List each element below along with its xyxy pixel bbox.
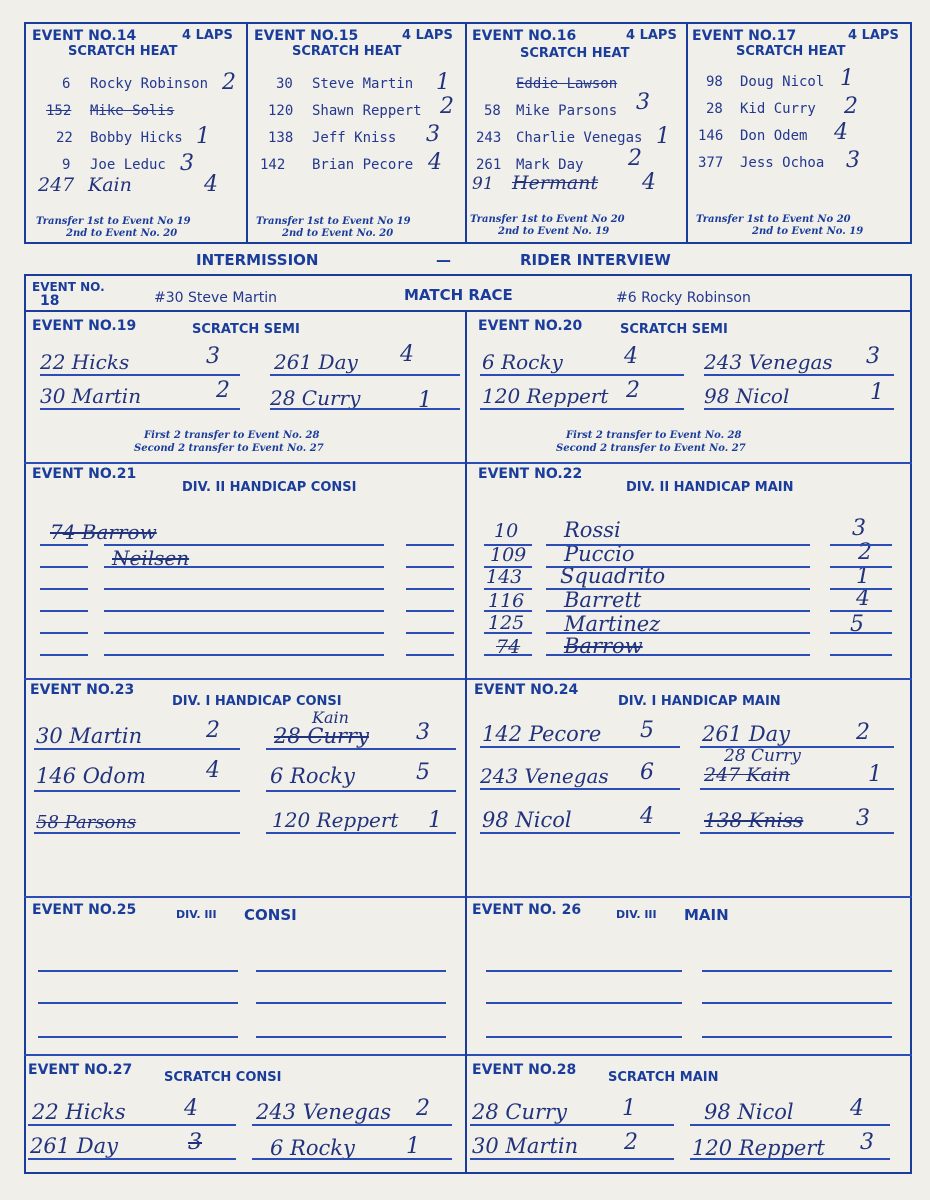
rider-num: 138: [268, 130, 294, 146]
event-17-type: SCRATCH HEAT: [736, 44, 846, 59]
transfer-note: Second 2 transfer to Event No. 27: [134, 443, 324, 454]
rider-name: Shawn Reppert: [312, 103, 422, 119]
rider-pos: 1: [840, 66, 854, 91]
entry-line: [486, 1036, 682, 1038]
entry-pos: 3: [856, 806, 870, 831]
entry-pos: 6: [640, 760, 654, 785]
transfer-note: 2nd to Event No. 20: [66, 228, 178, 239]
rider-pos: 3: [426, 122, 440, 147]
entry-line: [256, 1002, 446, 1004]
entry-line: [266, 832, 456, 834]
rider-name: Mike Parsons: [516, 103, 618, 119]
entry-line: [40, 544, 88, 546]
entry: 146 Odom: [36, 764, 146, 788]
entry-line: [704, 374, 894, 376]
event-25-type: CONSI: [244, 906, 297, 924]
entry: 243 Venegas: [256, 1100, 392, 1124]
entry-line: [406, 566, 454, 568]
event-22-type: DIV. II HANDICAP MAIN: [626, 480, 794, 495]
rider-name: Rocky Robinson: [90, 76, 209, 92]
event-21-type: DIV. II HANDICAP CONSI: [182, 480, 357, 495]
event-15-laps: 4 LAPS: [402, 28, 453, 43]
rider-name: Mike Solis: [90, 103, 175, 119]
entry: 247 Kain: [704, 764, 791, 786]
rider-num: 9: [62, 157, 71, 173]
divider: [686, 22, 688, 244]
entry-line: [104, 588, 384, 590]
rider-name: Doug Nicol: [740, 74, 825, 90]
entry-line: [704, 408, 894, 410]
rider-name: Bobby Hicks: [90, 130, 183, 146]
rider-name: Charlie Venegas: [516, 130, 643, 146]
entry-line: [484, 588, 532, 590]
event-16-laps: 4 LAPS: [626, 28, 677, 43]
entry: 261 Day: [274, 350, 358, 374]
entry-pos: 4: [850, 1096, 864, 1121]
entry-line: [546, 654, 810, 656]
entry-line: [40, 610, 88, 612]
entry-line: [266, 748, 456, 750]
event-17-laps: 4 LAPS: [848, 28, 899, 43]
entry-line: [104, 566, 384, 568]
event-20-label: EVENT NO.20: [478, 318, 583, 334]
entry: 22 Hicks: [32, 1100, 126, 1124]
entry-line: [256, 1036, 446, 1038]
rider-num: 243: [476, 130, 502, 146]
section-divider: [24, 896, 912, 898]
event-24-type: DIV. I HANDICAP MAIN: [618, 694, 781, 709]
rider-name: Don Odem: [740, 128, 808, 144]
entry-line: [484, 566, 532, 568]
entry-line: [480, 788, 680, 790]
intermission-label: INTERMISSION: [196, 251, 319, 269]
rider-num: 28: [706, 101, 723, 117]
entry-line: [702, 1002, 892, 1004]
rider-num: 261: [476, 157, 502, 173]
entry-line: [700, 788, 894, 790]
dash: —: [436, 251, 451, 269]
transfer-note: Transfer 1st to Event No 20: [470, 214, 625, 225]
entry-line: [470, 1158, 674, 1160]
entry-num: 74: [496, 636, 521, 658]
entry-line: [28, 1124, 236, 1126]
rider-pos: 2: [628, 146, 642, 171]
entry-line: [830, 544, 892, 546]
entry: 6 Rocky: [482, 350, 563, 374]
rider-name: Kid Curry: [740, 101, 816, 117]
entry-line: [34, 832, 240, 834]
entry-pos: 1: [856, 564, 870, 589]
transfer-note: Transfer 1st to Event No 19: [36, 216, 191, 227]
rider-name: Joe Leduc: [90, 157, 166, 173]
entry-line: [546, 588, 810, 590]
entry-pos: 3: [416, 720, 430, 745]
event-26-type: MAIN: [684, 906, 729, 924]
entry-line: [546, 544, 810, 546]
entry-line: [690, 1124, 890, 1126]
rider-pos: 4: [834, 120, 848, 145]
transfer-note: 2nd to Event No. 19: [752, 226, 864, 237]
entry-pos: 4: [856, 586, 870, 611]
entry-line: [702, 1036, 892, 1038]
rider-pos: 4: [204, 172, 218, 197]
rider-name: Eddie Lawson: [516, 76, 618, 92]
entry-name: Rossi: [564, 518, 621, 542]
rider-pos: 3: [846, 148, 860, 173]
transfer-note: Transfer 1st to Event No 19: [256, 216, 411, 227]
entry-line: [830, 566, 892, 568]
transfer-note: First 2 transfer to Event No. 28: [566, 430, 742, 441]
entry-line: [480, 408, 684, 410]
entry: 261 Day: [702, 722, 790, 746]
entry-num: 109: [490, 544, 527, 566]
entry: 30 Martin: [40, 384, 142, 408]
entry-line: [40, 566, 88, 568]
event-23-type: DIV. I HANDICAP CONSI: [172, 694, 342, 709]
entry-pos: 1: [418, 388, 432, 413]
rider-num: 6: [62, 76, 71, 92]
rider-pos: 2: [844, 94, 858, 119]
event-15-type: SCRATCH HEAT: [292, 44, 402, 59]
event-25-div: DIV. III: [176, 908, 217, 921]
entry-line: [40, 588, 88, 590]
entry: 74 Barrow: [50, 520, 157, 544]
event-22-label: EVENT NO.22: [478, 466, 583, 482]
entry-name: Puccio: [564, 542, 635, 566]
entry: Neilsen: [112, 546, 190, 570]
event-24-label: EVENT NO.24: [474, 682, 579, 698]
center-divider: [465, 312, 467, 1174]
entry-pos: 2: [416, 1096, 430, 1121]
entry-pos: 1: [622, 1096, 636, 1121]
rider-pos: 1: [196, 124, 210, 149]
entry-line: [40, 374, 240, 376]
entry-line: [38, 1036, 238, 1038]
entry-line: [830, 632, 892, 634]
entry: 98 Nicol: [704, 384, 790, 408]
entry: 30 Martin: [472, 1134, 579, 1158]
entry-line: [104, 654, 384, 656]
entry-pos: 3: [860, 1130, 874, 1155]
entry: 28 Curry: [270, 386, 361, 410]
entry: 142 Pecore: [482, 722, 602, 746]
entry-pos: 4: [206, 758, 220, 783]
rider-num: 30: [276, 76, 293, 92]
entry: 28 Curry: [472, 1100, 567, 1124]
entry-line: [40, 408, 240, 410]
event-25-label: EVENT NO.25: [32, 902, 137, 918]
entry-pos: 3: [852, 516, 866, 541]
rider-num: 152: [46, 103, 72, 119]
entry-line: [270, 374, 460, 376]
curry-note: 28 Curry: [724, 746, 801, 766]
entry-line: [256, 970, 446, 972]
entry-pos: 1: [428, 808, 442, 833]
rider-name-handwritten: Kain: [88, 174, 132, 196]
entry-line: [480, 832, 680, 834]
match-race-title: MATCH RACE: [404, 286, 513, 304]
entry: 98 Nicol: [704, 1100, 794, 1124]
rider-name: Jeff Kniss: [312, 130, 397, 146]
rider-num: 98: [706, 74, 723, 90]
entry-pos: 2: [856, 720, 870, 745]
entry-line: [546, 566, 810, 568]
transfer-note: 2nd to Event No. 19: [498, 226, 610, 237]
rider-num: 146: [698, 128, 724, 144]
entry-line: [406, 654, 454, 656]
entry-line: [830, 588, 892, 590]
entry-line: [546, 610, 810, 612]
event-16-type: SCRATCH HEAT: [520, 46, 630, 61]
entry-pos: 5: [416, 760, 430, 785]
event-26-label: EVENT NO. 26: [472, 902, 582, 918]
entry-pos: 5: [640, 718, 654, 743]
entry-line: [266, 790, 456, 792]
event-20-type: SCRATCH SEMI: [620, 322, 728, 337]
entry-line: [252, 1124, 452, 1126]
entry-line: [480, 374, 684, 376]
entry-line: [470, 1124, 674, 1126]
entry-line: [830, 610, 892, 612]
entry-line: [104, 610, 384, 612]
event-19-type: SCRATCH SEMI: [192, 322, 300, 337]
entry: 243 Venegas: [704, 350, 833, 374]
entry: 28 Curry: [274, 724, 369, 748]
transfer-note: 2nd to Event No. 20: [282, 228, 394, 239]
entry-num: 143: [486, 566, 523, 588]
entry-line: [702, 970, 892, 972]
rider-num: 58: [484, 103, 501, 119]
transfer-note: First 2 transfer to Event No. 28: [144, 430, 320, 441]
entry-name: Martinez: [564, 612, 661, 636]
entry-line: [480, 746, 680, 748]
entry: 30 Martin: [36, 724, 143, 748]
rider-num: 120: [268, 103, 294, 119]
rider-pos: 1: [656, 124, 670, 149]
event-16-label: EVENT NO.16: [472, 28, 577, 44]
rider-pos: 3: [180, 151, 194, 176]
rider-pos: 1: [436, 70, 450, 95]
entry: 120 Reppert: [272, 808, 399, 832]
entry-line: [486, 970, 682, 972]
event-14-label: EVENT NO.14: [32, 28, 137, 44]
event-18-label: EVENT NO.: [32, 280, 105, 294]
entry-name: Barrow: [564, 634, 643, 658]
rider-name: Jess Ochoa: [740, 155, 825, 171]
entry-line: [406, 632, 454, 634]
entry-line: [28, 1158, 236, 1160]
entry-line: [38, 970, 238, 972]
entry-line: [690, 1158, 890, 1160]
entry-line: [406, 544, 454, 546]
entry-line: [252, 1158, 452, 1160]
entry: 58 Parsons: [36, 812, 137, 833]
entry: 6 Rocky: [270, 764, 355, 788]
entry-pos: 1: [868, 762, 882, 787]
transfer-note: Transfer 1st to Event No 20: [696, 214, 851, 225]
entry-pos: 1: [406, 1134, 420, 1159]
entry-pos: 4: [624, 344, 638, 369]
rider-name: Brian Pecore: [312, 157, 414, 173]
entry-line: [484, 632, 532, 634]
entry-line: [270, 408, 460, 410]
entry-num: 116: [488, 590, 525, 612]
rider-num: 22: [56, 130, 73, 146]
rider-num-handwritten: 247: [38, 174, 75, 196]
event-14-type: SCRATCH HEAT: [68, 44, 178, 59]
entry-pos: 2: [216, 378, 230, 403]
entry-name: Squadrito: [560, 564, 666, 588]
entry-pos: 1: [870, 380, 884, 405]
rider-name: Mark Day: [516, 157, 584, 173]
rider-num: 142: [260, 157, 286, 173]
event-19-label: EVENT NO.19: [32, 318, 137, 334]
rider-interview-label: RIDER INTERVIEW: [520, 251, 671, 269]
entry-line: [486, 1002, 682, 1004]
entry-pos: 5: [850, 612, 864, 637]
divider: [465, 22, 467, 244]
rider-name: Steve Martin: [312, 76, 414, 92]
entry: 120 Reppert: [482, 384, 609, 408]
entry-name: Barrett: [564, 588, 642, 612]
entry-pos: 3: [866, 344, 880, 369]
match-left-rider: #30 Steve Martin: [154, 290, 277, 306]
entry-pos: 3: [206, 344, 220, 369]
entry: 261 Day: [30, 1134, 118, 1158]
entry-pos: 2: [206, 718, 220, 743]
entry-line: [34, 790, 240, 792]
entry-pos: 4: [400, 342, 414, 367]
entry-line: [484, 654, 532, 656]
entry-pos: 4: [184, 1096, 198, 1121]
entry-line: [484, 544, 532, 546]
section-divider: [24, 1054, 912, 1056]
rider-name-handwritten: Hermant: [512, 172, 599, 194]
entry-line: [38, 1002, 238, 1004]
entry-line: [104, 544, 384, 546]
entry-num: 125: [488, 612, 525, 634]
entry-line: [830, 654, 892, 656]
rider-num-handwritten: 91: [472, 174, 494, 194]
event-21-label: EVENT NO.21: [32, 466, 137, 482]
event-14-laps: 4 LAPS: [182, 28, 233, 43]
entry-line: [700, 832, 894, 834]
entry-pos: 2: [626, 378, 640, 403]
entry-line: [34, 748, 240, 750]
rider-pos: 2: [440, 94, 454, 119]
entry-line: [406, 610, 454, 612]
match-right-rider: #6 Rocky Robinson: [616, 290, 751, 306]
entry: 138 Kniss: [704, 808, 804, 832]
entry-pos: 2: [624, 1130, 638, 1155]
entry-line: [484, 610, 532, 612]
rider-pos: 4: [428, 150, 442, 175]
event-23-label: EVENT NO.23: [30, 682, 135, 698]
event-15-label: EVENT NO.15: [254, 28, 359, 44]
entry-pos: 3: [188, 1130, 202, 1155]
entry-pos: 2: [858, 540, 872, 565]
entry: 120 Reppert: [692, 1136, 825, 1160]
kain-note: Kain: [312, 708, 349, 727]
entry-line: [40, 654, 88, 656]
rider-pos: 2: [222, 70, 236, 95]
rider-num: 377: [698, 155, 724, 171]
event-27-label: EVENT NO.27: [28, 1062, 133, 1078]
section-divider: [24, 462, 912, 464]
event-28-type: SCRATCH MAIN: [608, 1070, 719, 1085]
event-18-number: 18: [40, 293, 60, 309]
entry: 243 Venegas: [480, 764, 609, 788]
transfer-note: Second 2 transfer to Event No. 27: [556, 443, 746, 454]
entry-line: [546, 632, 810, 634]
rider-pos: 4: [642, 170, 656, 195]
event-26-div: DIV. III: [616, 908, 657, 921]
event-27-type: SCRATCH CONSI: [164, 1070, 282, 1085]
entry-line: [406, 588, 454, 590]
entry-pos: 4: [640, 804, 654, 829]
entry: 6 Rocky: [270, 1136, 355, 1160]
entry-line: [104, 632, 384, 634]
rider-pos: 3: [636, 90, 650, 115]
entry: 22 Hicks: [40, 350, 130, 374]
divider: [246, 22, 248, 244]
entry: 98 Nicol: [482, 808, 572, 832]
entry-num: 10: [494, 520, 519, 542]
event-28-label: EVENT NO.28: [472, 1062, 577, 1078]
event-17-label: EVENT NO.17: [692, 28, 797, 44]
section-divider: [24, 678, 912, 680]
entry-line: [40, 632, 88, 634]
